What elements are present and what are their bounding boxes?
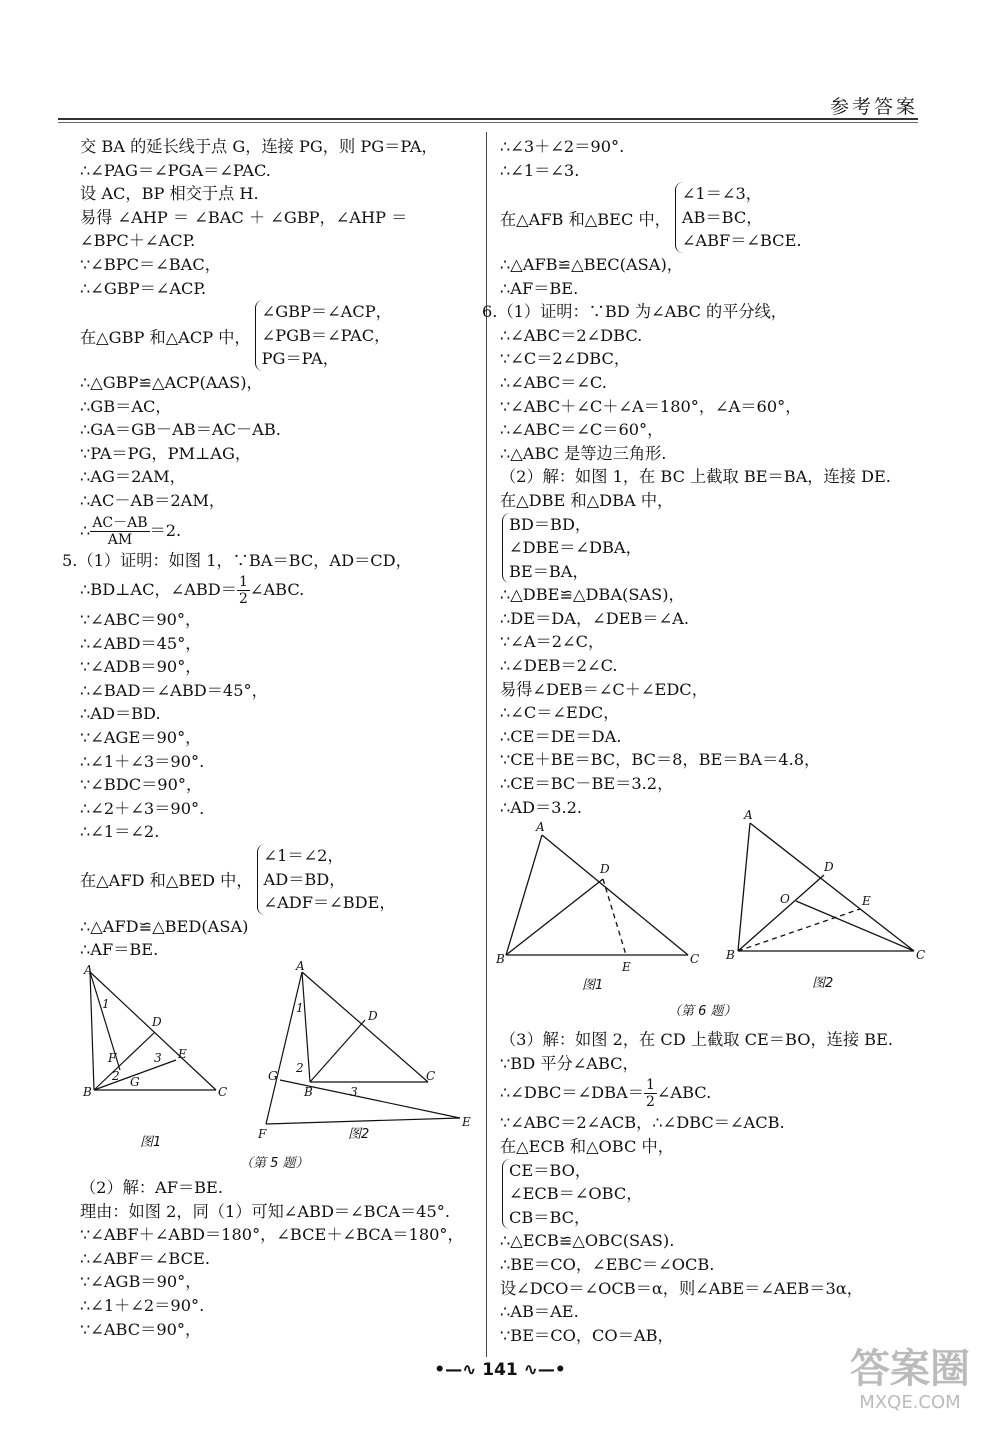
label-b: B xyxy=(83,1085,92,1099)
fraction-line: ∴∠DBC＝∠DBA＝ $\frac{1}{2}$ ∠ABC. xyxy=(500,1077,712,1111)
text-line: ∴∠ABC＝∠C. xyxy=(500,372,607,392)
text-line: 易得∠DEB＝∠C＋∠EDC， xyxy=(500,679,708,699)
text-line: ∴△DBE≌△DBA(SAS)， xyxy=(500,585,685,605)
caption-fig2: 图2 xyxy=(348,1127,370,1142)
label-d2: D xyxy=(824,860,834,875)
label-2: 2 xyxy=(112,1069,120,1083)
text-line: 易得 ∠AHP ＝ ∠BAC ＋ ∠GBP，∠AHP ＝ xyxy=(80,207,408,227)
ornament-right: ∿—• xyxy=(517,1360,566,1380)
text-line: ∴GA＝GB－AB＝AC－AB. xyxy=(80,420,281,440)
text-line: ∴△AFB≌△BEC(ASA)， xyxy=(500,254,683,274)
brace-line: BE＝BA， xyxy=(509,561,589,581)
label-f2: F xyxy=(258,1127,267,1141)
brace-line: ∠DBE＝∠DBA， xyxy=(509,538,642,558)
text-line: ∴∠1＝∠3. xyxy=(500,160,580,180)
text-line: ∴∠2＋∠3＝90°. xyxy=(80,798,205,818)
text-line: ∵∠ABC＝90°， xyxy=(80,1319,202,1339)
fig5-diagram2 xyxy=(266,972,460,1124)
label-e: E xyxy=(622,960,631,975)
brace-group xyxy=(500,513,920,584)
text-line: ∴AF＝BE. xyxy=(80,940,159,960)
label-a2: A xyxy=(296,959,305,973)
brace-line: PG＝PA， xyxy=(261,349,339,369)
label-c2: C xyxy=(426,1069,436,1083)
text-line: ∴∠BAD＝∠ABD＝45°， xyxy=(80,680,268,700)
text-line: ∴AF＝BE. xyxy=(500,278,579,298)
label-e2: E xyxy=(462,1115,471,1129)
brace-label: 在△AFD 和△BED 中， xyxy=(80,871,253,891)
text-line: ∴GB＝AC， xyxy=(80,396,172,416)
brace-line: CB＝BC， xyxy=(509,1207,591,1227)
text-line: ∵∠BDC＝90°， xyxy=(80,775,203,795)
label-a: A xyxy=(536,820,545,835)
text-line: 设 AC，BP 相交于点 H. xyxy=(80,184,259,204)
brace-line: ∠GBP＝∠ACP， xyxy=(261,302,392,322)
figure-6 xyxy=(496,808,926,1024)
text-line: （3）解：如图 2，在 CD 上截取 CE＝BO，连接 BE. xyxy=(500,1030,894,1050)
brace-line: ∠PGB＝∠PAC， xyxy=(261,325,391,345)
text-line: ∵∠AGE＝90°， xyxy=(80,728,202,748)
label-d: D xyxy=(600,862,610,877)
text-line: ∵∠ABC＝2∠ACB，∴∠DBC＝∠ACB. xyxy=(500,1113,785,1133)
label-c: C xyxy=(690,952,700,967)
figure-title: （第 6 题） xyxy=(668,1004,737,1020)
text-line: ∠BPC＋∠ACP. xyxy=(80,231,196,251)
text-line: ∴∠GBP＝∠ACP. xyxy=(80,278,207,298)
fraction-line: ∴BD⊥AC，∠ABD＝ $\frac{1}{2}$ ∠ABC. xyxy=(80,574,305,608)
caption-fig2: 图2 xyxy=(812,976,834,992)
text-line: （2）解：AF＝BE. xyxy=(80,1178,224,1197)
brace-group xyxy=(500,182,920,253)
text-line: ∴DE＝DA，∠DEB＝∠A. xyxy=(500,608,689,628)
text-line: 理由：如图 2，同（1）可知∠ABD＝∠BCA＝45°. xyxy=(80,1201,450,1221)
brace-line: BD＝BD， xyxy=(509,514,592,534)
text-line: ∵BD 平分∠ABC， xyxy=(500,1053,639,1073)
fig6-diagram2 xyxy=(738,823,914,951)
text-line: ∴∠ABC＝∠C＝60°， xyxy=(500,420,664,440)
fraction: $\frac{1}{2}$ xyxy=(238,574,248,608)
text-line: 交 BA 的延长线于点 G，连接 PG，则 PG＝PA， xyxy=(80,137,438,156)
label-o: O xyxy=(780,892,790,907)
text-line: ∴∠C＝∠EDC， xyxy=(500,703,620,723)
text-line: ∴AD＝3.2. xyxy=(500,797,583,817)
text-line: ∴∠3＋∠2＝90°. xyxy=(500,137,625,156)
brace-group xyxy=(80,300,480,371)
text-line: ∵∠AGB＝90°， xyxy=(80,1272,202,1292)
watermark-logo: 答案圈 xyxy=(850,1346,970,1392)
text-line: ∵∠C＝2∠DBC， xyxy=(500,349,631,369)
text-line: ∴AC－AB＝2AM， xyxy=(80,490,226,510)
text-line: 设∠DCO＝∠OCB＝α，则∠ABE＝∠AEB＝3α， xyxy=(500,1278,863,1298)
label-3b: 3 xyxy=(350,1085,358,1099)
text-line: ∵∠BPC＝∠BAC， xyxy=(80,254,221,274)
text-line: （2）解：如图 1，在 BC 上截取 BE＝BA，连接 DE. xyxy=(500,467,891,487)
text-line: ∴AD＝BD. xyxy=(80,704,161,724)
brace-line: ∠ABF＝∠BCE. xyxy=(681,231,802,251)
fraction-line: ∴ $\frac{AC-AB}{AM}$ ＝2. xyxy=(80,514,182,548)
caption-fig1: 图1 xyxy=(582,978,604,994)
header-title: 参考答案 xyxy=(829,96,918,118)
label-2b: 2 xyxy=(296,1061,304,1075)
text-line: ∴△GBP≌△ACP(AAS)， xyxy=(80,372,263,392)
fraction: $\frac{1}{2}$ xyxy=(645,1077,655,1111)
text-line: ∴∠ABC＝2∠DBC. xyxy=(500,325,643,345)
text-line: ∴∠DEB＝2∠C. xyxy=(500,656,618,676)
text-line: ∴∠ABD＝45°， xyxy=(80,633,202,653)
label-c2: C xyxy=(916,948,926,963)
figure-title: （第 5 题） xyxy=(240,1156,309,1171)
text-line: ∴CE＝DE＝DA. xyxy=(500,726,622,746)
label-1: 1 xyxy=(102,997,110,1011)
brace-line: AD＝BD， xyxy=(263,869,346,889)
question-5: 5.（1）证明：如图 1，∵BA＝BC，AD＝CD， xyxy=(62,550,412,570)
ornament-left: •—∿ xyxy=(434,1360,483,1380)
text-line: ∵PA＝PG，PM⊥AG， xyxy=(80,443,252,463)
brace-label: 在△AFB 和△BEC 中， xyxy=(500,209,671,229)
watermark-url: MXQE.COM xyxy=(859,1392,961,1413)
label-3: 3 xyxy=(154,1051,162,1065)
text-line: ∴∠1＋∠2＝90°. xyxy=(80,1295,205,1315)
header-rule-thin xyxy=(58,122,918,123)
label-b2: B xyxy=(726,948,735,963)
text-line: ∴AB＝AE. xyxy=(500,1302,579,1322)
right-column xyxy=(482,135,926,1347)
label-1b: 1 xyxy=(296,1001,304,1015)
brace-line: AB＝BC， xyxy=(681,207,763,227)
label-f: F xyxy=(108,1051,117,1065)
brace-line: ∠1＝∠3， xyxy=(681,184,762,204)
text-line: ∵∠ABC＋∠C＋∠A＝180°，∠A＝60°， xyxy=(500,396,802,416)
text-line: ∴∠1＝∠2. xyxy=(80,822,160,842)
figure-5 xyxy=(80,959,480,1172)
label-b: B xyxy=(496,952,505,967)
question-6: 6.（1）证明：∵BD 为∠ABC 的平分线， xyxy=(482,302,787,322)
fraction: $\frac{AC-AB}{AM}$ xyxy=(92,514,148,548)
label-a2: A xyxy=(744,808,753,823)
label-g2: G xyxy=(268,1069,278,1083)
brace-line: CE＝BO， xyxy=(509,1160,592,1180)
brace-label: 在△GBP 和△ACP 中， xyxy=(80,327,251,347)
text-line: ∴△AFD≌△BED(ASA) xyxy=(80,916,249,936)
brace-group xyxy=(500,1159,920,1230)
label-c: C xyxy=(218,1085,228,1099)
label-g: G xyxy=(130,1075,140,1089)
caption-fig1: 图1 xyxy=(140,1135,162,1150)
text-line: ∵∠A＝2∠C， xyxy=(500,632,605,652)
fig6-diagram1 xyxy=(506,835,688,955)
label-e2: E xyxy=(862,894,871,909)
text-line: ∵∠ABF＋∠ABD＝180°，∠BCE＋∠BCA＝180°， xyxy=(80,1225,464,1245)
label-d2: D xyxy=(368,1009,378,1023)
label-b2: B xyxy=(304,1085,313,1099)
text-line: ∴∠ABF＝∠BCE. xyxy=(80,1248,210,1268)
left-column xyxy=(62,135,480,1341)
label-d: D xyxy=(152,1015,162,1029)
brace-line: ∠1＝∠2， xyxy=(263,846,344,866)
text-line: ∵CE＋BE＝BC，BC＝8，BE＝BA＝4.8， xyxy=(500,750,821,770)
text-line: ∴AG＝2AM， xyxy=(80,467,186,487)
text-line: ∴∠1＋∠3＝90°. xyxy=(80,751,205,771)
text-line: ∴△ABC 是等边三角形. xyxy=(500,443,667,463)
text-line: 在△DBE 和△DBA 中， xyxy=(500,490,674,510)
text-line: ∵∠ABC＝90°， xyxy=(80,610,202,630)
text-line: ∴∠PAG＝∠PGA＝∠PAC. xyxy=(80,160,271,180)
text-line: ∴BE＝CO，∠EBC＝∠OCB. xyxy=(500,1254,715,1274)
header-rule xyxy=(58,118,918,120)
text-line: ∴CE＝BC－BE＝3.2， xyxy=(500,774,674,794)
text-line: ∵∠ADB＝90°， xyxy=(80,657,202,677)
brace-line: ∠ADF＝∠BDE， xyxy=(263,893,396,913)
label-e: E xyxy=(178,1047,187,1061)
text-line: ∴△ECB≌△OBC(SAS). xyxy=(500,1231,675,1251)
text-line: ∵BE＝CO，CO＝AB， xyxy=(500,1325,674,1345)
brace-line: ∠ECB＝∠OBC， xyxy=(509,1184,643,1204)
brace-group xyxy=(80,844,480,915)
text-line: 在△ECB 和△OBC 中， xyxy=(500,1137,674,1156)
watermark xyxy=(840,1346,980,1426)
page-number: •—∿ 141 ∿—• xyxy=(434,1360,566,1380)
label-a: A xyxy=(84,963,93,977)
fig5-diagram1 xyxy=(90,972,216,1090)
